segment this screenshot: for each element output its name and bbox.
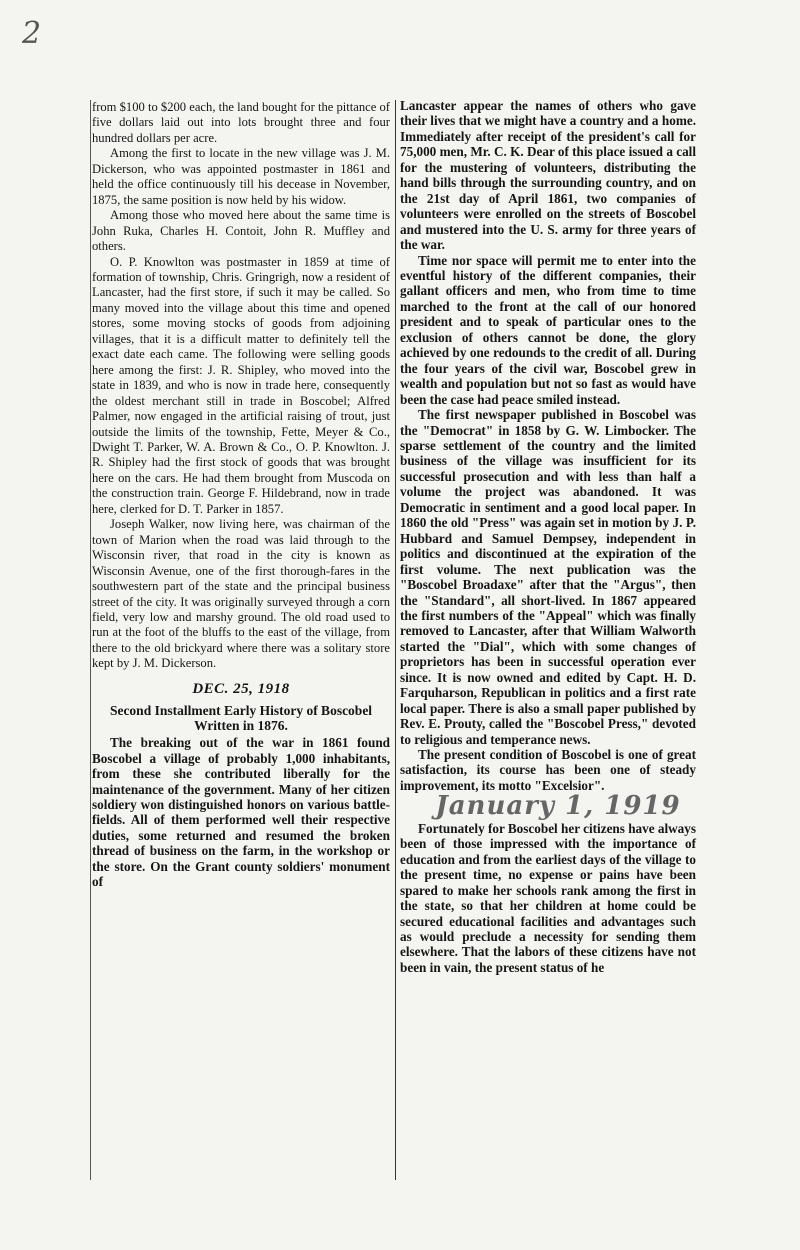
right-paragraph: Fortunately for Boscobel her citizens have always been of those impressed with the importance of education and from the earliest days of the village to the present time, no expense or pains have been spared to make her schools rank among the first in the state, so that her children at home could be secured educational facilities and advantages such as would preclude a necessity for sending them elsewhere. That the labors of these citizens have not been in vain, the present status of he — [400, 820, 696, 975]
right-paragraph: The present condition of Boscobel is one of great satisfaction, its course has been one of steady improvement, its motto "Excelsior". — [400, 747, 696, 793]
page-number: 2 — [22, 16, 42, 51]
right-paragraph: The first newspaper published in Boscobel was the "Democrat" in 1858 by G. W. Limbocker. The sparse settlement of the country and the limited business of the village was insufficient for its successful prosecution and with less than half a volume the project was abandoned. It was Democratic in sentiment and a good local paper. In 1860 the old "Press" was again set in motion by J. P. Hubbard and Samuel Dempsey, independent in politics and discontinued at the expiration of the first volume. The next publication was the "Boscobel Broadaxe" after that the "Argus", then the "Standard", all short-lived. In 1867 appeared the first numbers of the "Appeal" which was finally removed to Lancaster, after that William Walworth started the "Dial", which with some changes of proprietors has been in successful operation ever since. It is now owned and edited by Capt. H. D. Farquharson, Republican in politics and a first rate local paper. There is also a small paper published by Rev. E. Prouty, called the "Boscobel Press," devoted to religious and temperance news. — [400, 407, 696, 747]
right-paragraph: Time nor space will permit me to enter into the eventful history of the different companies, their gallant officers and men, who from time to time marched to the front at the call of our honored president and to speak of particular ones to the exclusion of others cannot be done, the glory achieved by one redounds to the credit of all. During the four years of the civil war, Boscobel grew in wealth and population but not so fast as would have been the case had peace smiled instead. — [400, 252, 696, 407]
left-paragraph: Among the first to locate in the new village was J. M. Dickerson, who was appointed postmaster in 1861 and held the office continuously till his decease in November, 1875, the same position is now held by his widow. — [92, 146, 390, 207]
left-paragraph: Joseph Walker, now living here, was chairman of the town of Marion when the road was laid through to the Wisconsin river, that road in the city is known as Wisconsin Avenue, one of the first thorough-fares in the southwestern part of the state and the principal business street of the city. It was originally surveyed through a corn field, very low and marshy ground. The old road used to run at the foot of the bluffs to the east of the village, from there to the old brickyard where there was a solitary store kept by J. M. Dickerson. — [92, 517, 390, 671]
installment-subheading: Second Installment Early History of Boscobel Written in 1876. — [109, 703, 373, 734]
left-column — [92, 100, 390, 890]
left-paragraph: Among those who moved here about the same time is John Ruka, Charles H. Contoit, John R. Muffley and others. — [92, 208, 390, 254]
right-paragraph: Lancaster appear the names of others who gave their lives that we might have a country and a home. Immediately after receipt of the president's call for 75,000 men, Mr. C. K. Dear of this place issued a call for the mustering of volunteers, distributing the hand bills through the surrounding country, and on the 21st day of April 1861, two companies of volunteers were enrolled on the streets of Boscobel and mustered into the U. S. army for three years of the war. — [400, 98, 696, 253]
left-paragraph: O. P. Knowlton was postmaster in 1859 at time of formation of township, Chris. Gringrigh, now a resident of Lancaster, had the first store, if such it may be called. So many moved into the village about this time and opened stores, some moving stocks of goods from adjoining villages, that it is a difficult matter to definitely tell the exact date each came. The following were selling goods here among the first: J. R. Shipley, who moved into the state in 1839, and who is now in trade here, consequently the oldest merchant still in trade in Boscobel; Alfred Palmer, now engaged in the artificial raising of trout, just outside the limits of the township, Fette, Meyer & Co., Dwight T. Parker, W. A. Brown & Co., O. P. Knowlton. J. R. Shipley had the first stock of goods that was brought here on the cars. He had them brought from Muscoda on the construction train. George F. Hildebrand, now in trade here, clerked for D. T. Parker in 1857. — [92, 254, 390, 516]
left-paragraph: from $100 to $200 each, the land bought for the pittance of five dollars laid out into lots brought three and four hundred dollars per acre. — [92, 100, 390, 145]
column-divider — [395, 100, 396, 1180]
left-margin-rule — [90, 100, 91, 1180]
right-column — [400, 98, 696, 975]
date-heading: DEC. 25, 1918 — [192, 680, 290, 697]
installment-paragraph: The breaking out of the war in 1861 found Boscobel a village of probably 1,000 inhabitants, from these she contributed liberally for the maintenance of the government. Many of her citizen soldiery won distinguished honors on various battle-fields. All of them performed well their respective duties, some returned and resumed the broken thread of business on the farm, in the workshop or the store. On the Grant county soldiers' monument of — [92, 735, 390, 890]
handwritten-date-note: January 1, 1919 — [435, 791, 681, 822]
